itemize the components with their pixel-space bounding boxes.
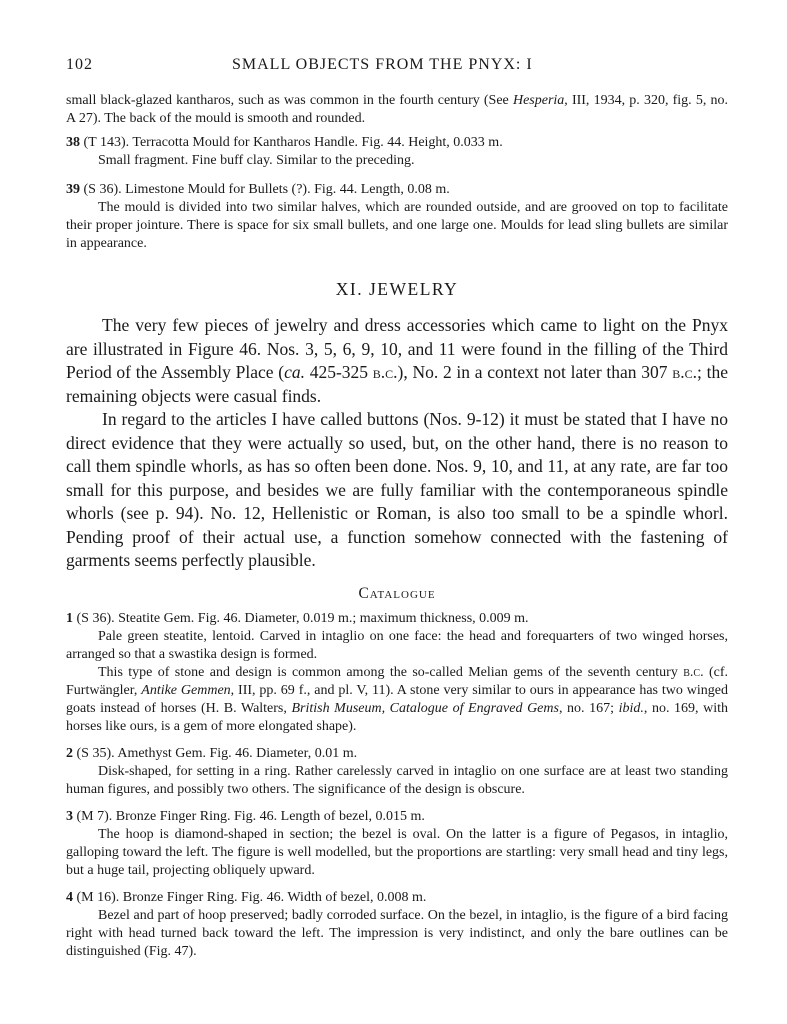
catalogue-entry-39	[66, 180, 728, 253]
running-title: SMALL OBJECTS FROM THE PNYX: I	[232, 56, 533, 73]
page	[66, 56, 728, 961]
catalogue-entry-3	[66, 807, 728, 880]
entry-heading: 39 (S 36). Limestone Mould for Bullets (?). Fig. 44. Length, 0.08 m.	[66, 182, 450, 197]
section-title: XI. JEWELRY	[335, 279, 459, 299]
entry-description: The hoop is diamond-shaped in section; the bezel is oval. On the latter is a figure of Pegasos, in intaglio, galloping toward the left. The figure is well modelled, but the proportions are startling: very small head and tiny legs, but a huge tail, projecting obliquely upward.	[66, 826, 728, 878]
entry-description: The mould is divided into two similar halves, which are rounded outside, and are grooved on top to facilitate their proper jointure. There is space for six small bullets, and one large one. Moulds for lead sling bullets are similar in appearance.	[66, 200, 728, 251]
catalogue-entry-38	[66, 133, 728, 170]
intro-paragraph: small black-glazed kantharos, such as was common in the fourth century (See Hesperia, III, 1934, p. 320, fig. 5, no. A 27). The back of the mould is smooth and rounded.	[66, 93, 728, 126]
catalogue-entry-2	[66, 744, 728, 799]
catalogue-heading: Catalogue	[358, 584, 436, 602]
page-header	[66, 56, 728, 80]
page-number: 102	[66, 56, 93, 73]
entry-commentary: This type of stone and design is common among the so-called Melian gems of the seventh century b.c. (cf. Furtwängler, Antike Gemmen, III, pp. 69 f., and pl. V, 11). A stone very similar to ours in appearance has two winged goats instead of horses (H. B. Walters, British Museum, Catalogue of Engraved Gems, no. 167; ibid., no. 169, with horses like ours, is a gem of more elongated shape).	[66, 664, 729, 734]
entry-description: Bezel and part of hoop preserved; badly corroded surface. On the bezel, in intaglio, is the figure of a bird facing right with head turned back toward the left. The impression is very indistinct, and only the bare outlines can be distinguished (Fig. 47).	[66, 907, 728, 959]
entry-description: Small fragment. Fine buff clay. Similar to the preceding.	[98, 153, 415, 168]
entry-heading: 1 (S 36). Steatite Gem. Fig. 46. Diameter, 0.019 m.; maximum thickness, 0.009 m.	[66, 610, 529, 626]
entry-heading: 4 (M 16). Bronze Finger Ring. Fig. 46. Width of bezel, 0.008 m.	[66, 889, 427, 905]
entry-heading: 2 (S 35). Amethyst Gem. Fig. 46. Diameter, 0.01 m.	[66, 745, 358, 761]
jewelry-paragraph-1: The very few pieces of jewelry and dress accessories which came to light on the Pnyx are illustrated in Figure 46. Nos. 3, 5, 6, 9, 10, and 11 were found in the filling of the Third Period of the Assembly Place (ca. 425-325 b.c.), No. 2 in a context not later than 307 b.c.; the remaining objects were casual finds.	[66, 315, 729, 406]
catalogue-entry-4	[66, 888, 728, 961]
jewelry-paragraph-2: In regard to the articles I have called buttons (Nos. 9-12) it must be stated that I have no direct evidence that they were actually so used, but, on the other hand, there is no reason to call them spindle whorls, as has so often been done. Nos. 9, 10, and 11, at any rate, are far too small for this purpose, and besides we are fully familiar with the contemporaneous spindle whorls (see p. 94). No. 12, Hellenistic or Roman, is also too small to be a spindle whorl. Pending proof of their actual use, a function somehow connected with the fastening of garments seems perfectly plausible.	[66, 409, 728, 570]
entry-heading: 38 (T 143). Terracotta Mould for Kantharos Handle. Fig. 44. Height, 0.033 m.	[66, 135, 503, 150]
journal-title: Hesperia	[512, 93, 565, 108]
entry-heading: 3 (M 7). Bronze Finger Ring. Fig. 46. Length of bezel, 0.015 m.	[66, 808, 425, 824]
entry-description: Disk-shaped, for setting in a ring. Rather carelessly carved in intaglio on one surface are at least two standing human figures, and possibly two others. The significance of the design is obscure.	[66, 763, 728, 797]
catalogue-entry-1	[66, 609, 728, 736]
entry-description: Pale green steatite, lentoid. Carved in intaglio on one face: the head and forequarters of two winged horses, arranged so that a swastika design is formed.	[66, 628, 728, 662]
